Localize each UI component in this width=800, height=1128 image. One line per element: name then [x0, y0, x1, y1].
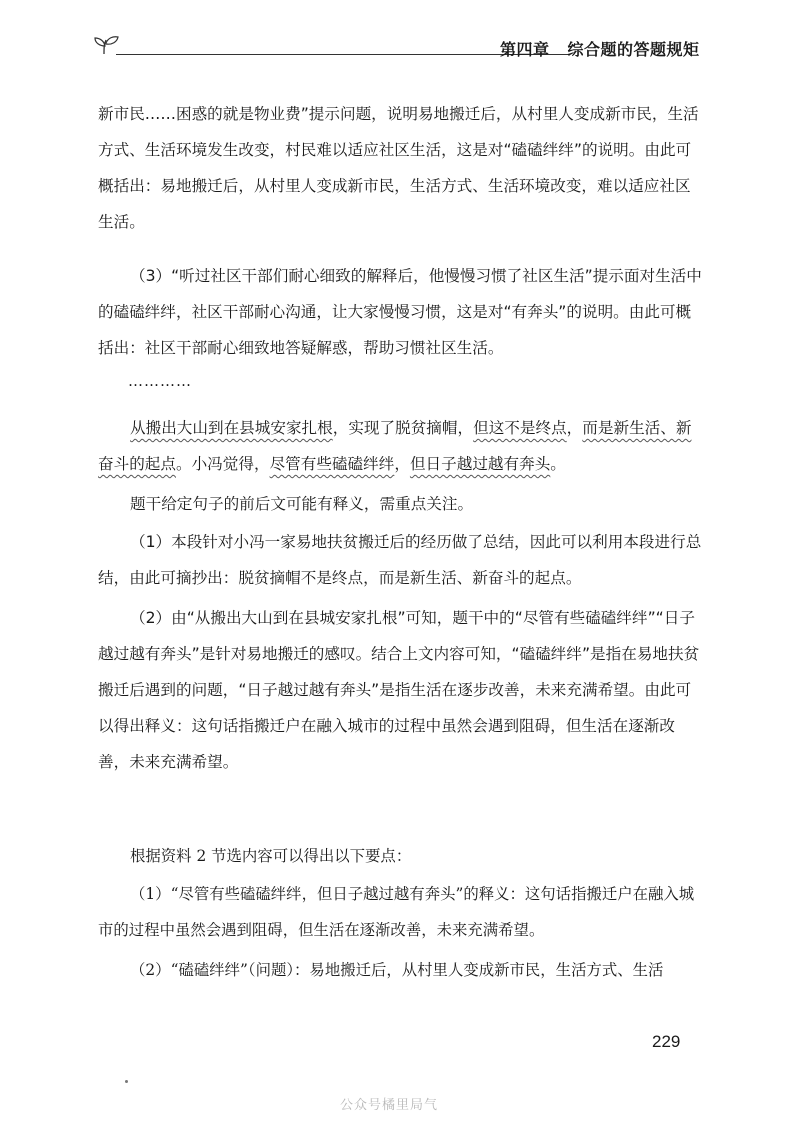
quote-segment: 。 — [550, 455, 566, 473]
quote-segment: 尽管有些磕磕绊绊 — [269, 455, 395, 473]
running-header — [88, 30, 700, 64]
scan-speck — [125, 1080, 128, 1083]
paragraph-material-summary: 新市民……困惑的就是物业费”提示问题，说明易地搬迁后，从村里人变成新市民，生活方式、生活环境发生改变，村民难以适应社区生活，这是对“磕磕绊绊”的说明。由此可概括出：易地搬迁后，从村里人变成新市民，生活方式、生活环境改变，难以适应社区生活。 — [98, 105, 699, 231]
chapter-heading — [500, 37, 700, 60]
quote-segment: 。小冯觉得， — [175, 455, 270, 473]
quote-segment: 从搬出大山到在县城安家扎根 — [130, 419, 333, 437]
ellipsis-marker: ………… — [128, 372, 192, 390]
quote-segment: 而是新生活、新奋斗的起点 — [98, 419, 692, 473]
quote-segment: ， — [566, 419, 583, 437]
chapter-number: 第四章 — [500, 40, 550, 59]
quoted-passage — [98, 410, 702, 482]
paragraph-analysis-2: （2）由“从搬出大山到在县城安家扎根”可知，题干中的“尽管有些磕磕绊绊”“日子越过越有奔头”是针对易地搬迁的感叹。结合上文内容可知，“磕磕绊绊”是指在易地扶贫搬迁后遇到的问题，“日子越过越有奔头”是指生活在逐步改善，未来充满希望。由此可以得出释义：这句话指搬迁户在融入城市的过程中虽然会遇到阻碍，但生活在逐渐改善，未来充满希望。 — [98, 609, 700, 771]
paragraph-key-points-intro: 根据资料 2 节选内容可以得出以下要点： — [130, 847, 412, 865]
sprout-icon — [92, 34, 120, 56]
quote-segment: 但这不是终点 — [473, 419, 567, 437]
paragraph-key-point-2: （2）“磕磕绊绊”（问题）：易地搬迁后，从村里人变成新市民，生活方式、生活 — [130, 961, 664, 979]
quote-segment: 但日子越过越有奔头 — [409, 455, 551, 473]
paragraph-point-3: （3）“听过社区干部们耐心细致的解释后，他慢慢习惯了社区生活”提示面对生活中的磕磕绊绊，社区干部耐心沟通，让大家慢慢习惯，这是对“有奔头”的说明。由此可概括出：社区干部耐心细致地答疑解惑，帮助习惯社区生活。 — [98, 267, 702, 357]
quote-segment: ，实现了脱贫摘帽， — [332, 419, 474, 437]
paragraph-tip: 题干给定句子的前后文可能有释义，需重点关注。 — [130, 495, 474, 513]
quote-segment: ， — [394, 455, 410, 473]
page-number: 229 — [652, 1032, 681, 1051]
chapter-title: 综合题的答题规矩 — [567, 40, 700, 59]
watermark: 公众号橘里局气 — [340, 1098, 439, 1113]
paragraph-key-point-1: （1）“尽管有些磕磕绊绊，但日子越过越有奔头”的释义：这句话指搬迁户在融入城市的过程中虽然会遇到阻碍，但生活在逐渐改善，未来充满希望。 — [98, 885, 695, 939]
paragraph-analysis-1: （1）本段针对小冯一家易地扶贫搬迁后的经历做了总结，因此可以利用本段进行总结，由此可摘抄出：脱贫摘帽不是终点，而是新生活、新奋斗的起点。 — [98, 533, 702, 587]
